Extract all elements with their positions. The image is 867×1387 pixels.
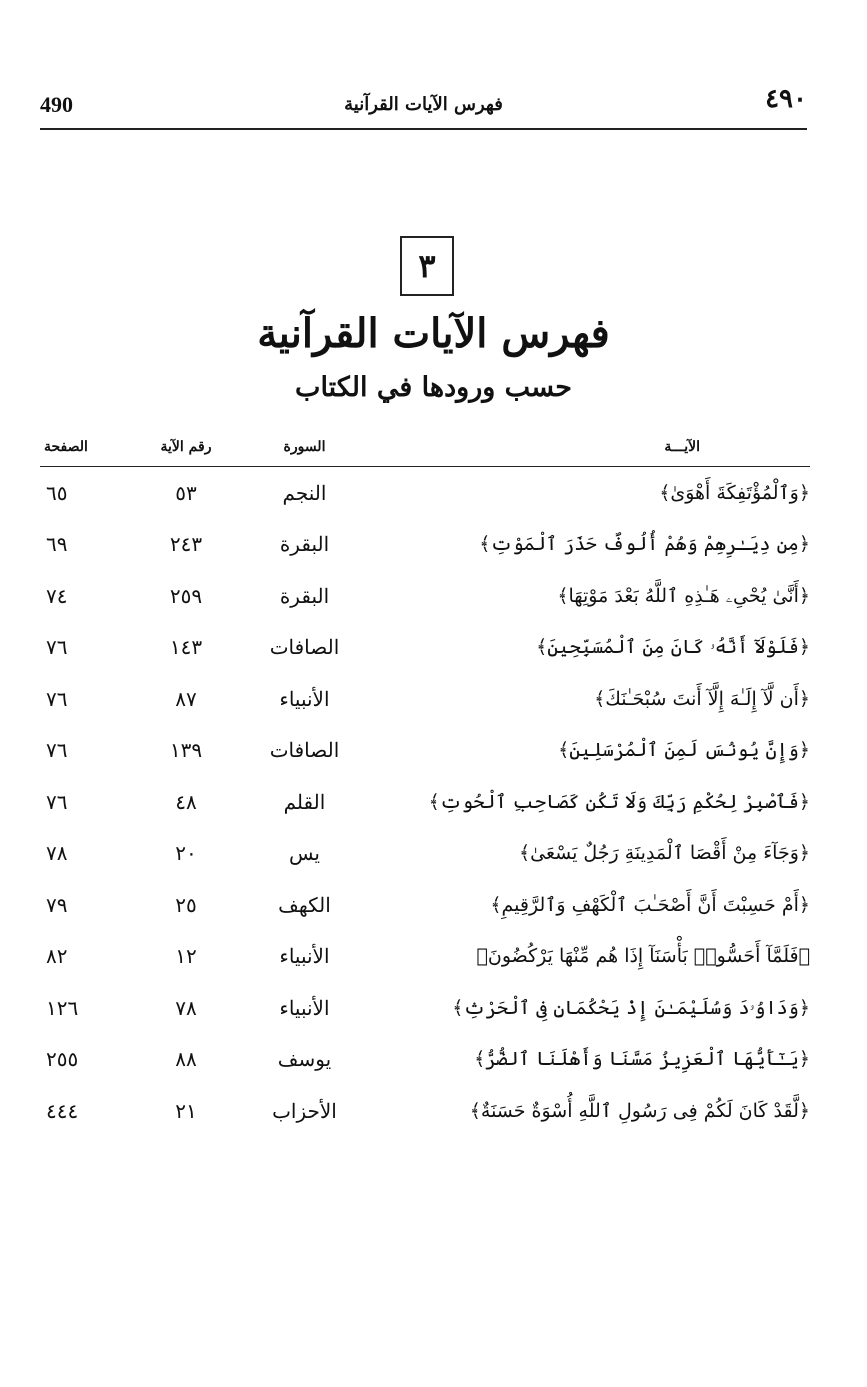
verse-text: ﴿مِن دِيَـٰرِهِمْ وَهُمْ أُلُوفٌ حَذَرَ ٱلْمَوْتِ﴾ <box>479 533 810 556</box>
page-ref: ٧٩ <box>46 892 68 917</box>
table-row <box>40 467 810 519</box>
page-number-arabic: ٤٩٠ <box>765 84 807 114</box>
verse-number: ١٢ <box>175 944 197 969</box>
header-divider <box>40 128 807 130</box>
verse-text: ﴿وَإِنَّ يُونُسَ لَمِنَ ٱلْمُرْسَلِينَ﴾ <box>558 739 810 762</box>
table-row <box>40 1034 810 1086</box>
running-title: فهرس الآيات القرآنية <box>344 94 503 115</box>
verse-number: ٤٨ <box>175 789 197 814</box>
verse-text: ﴿أَمْ حَسِبْتَ أَنَّ أَصْحَـٰبَ ٱلْكَهْفِ وَٱلرَّقِيمِ﴾ <box>490 893 810 916</box>
surah-name: الكهف <box>278 892 331 917</box>
table-row <box>40 982 810 1034</box>
verse-number: ١٣٩ <box>169 738 203 763</box>
page-number-latin: 490 <box>40 92 73 117</box>
verse-text: ﴿فَلَمَّآ أَحَسُّوا۟ بَأْسَنَآ إِذَا هُم مِّنْهَا يَرْكُضُونَ﴾ <box>476 945 810 968</box>
verse-number: ٥٣ <box>175 480 197 505</box>
table-row <box>40 519 810 571</box>
surah-name: الأنبياء <box>279 995 330 1020</box>
verse-index-table <box>40 428 810 1137</box>
table-row <box>40 1085 810 1137</box>
verse-number: ٢٥٩ <box>169 583 203 608</box>
page-ref: ٨٢ <box>46 944 68 969</box>
verse-text: ﴿وَجَآءَ مِنْ أَقْصَا ٱلْمَدِينَةِ رَجُلٌ يَسْعَىٰ﴾ <box>518 842 810 865</box>
verse-text: ﴿فَلَوْلَآ أَنَّهُۥ كَانَ مِنَ ٱلْمُسَبِّحِينَ﴾ <box>536 636 810 659</box>
page-ref: ٦٥ <box>46 480 68 505</box>
section-number-box: ٣ <box>400 236 454 296</box>
verse-number: ٢١ <box>175 1098 197 1123</box>
verse-number: ٢٠ <box>175 841 197 866</box>
table-row <box>40 776 810 828</box>
table-row <box>40 622 810 674</box>
surah-name: يوسف <box>277 1047 332 1072</box>
page-ref: ٧٤ <box>46 583 68 608</box>
verse-number: ٨٨ <box>175 1047 197 1072</box>
surah-name: الأنبياء <box>279 944 330 969</box>
verse-text: ﴿وَدَاوُۥدَ وَسُلَيْمَـٰنَ إِذْ يَحْكُمَانِ فِى ٱلْحَرْثِ﴾ <box>452 996 810 1019</box>
verse-number: ٧٨ <box>175 995 197 1020</box>
verse-number: ٢٥ <box>175 892 197 917</box>
verse-text: ﴿يَـٰٓأَيُّهَا ٱلْعَزِيزُ مَسَّنَا وَأَهْلَنَا ٱلضُّرُّ﴾ <box>474 1048 810 1071</box>
table-row <box>40 879 810 931</box>
header-page: الصفحة <box>40 428 135 467</box>
page-subtitle: حسب ورودها في الكتاب <box>295 372 572 403</box>
verse-text: ﴿وَٱلْمُؤْتَفِكَةَ أَهْوَىٰ﴾ <box>659 481 810 504</box>
verse-text: ﴿فَٱصْبِرْ لِحُكْمِ رَبِّكَ وَلَا تَكُن كَصَاحِبِ ٱلْحُوتِ﴾ <box>428 790 810 813</box>
verse-text: ﴿أَنَّىٰ يُحْىِۦ هَـٰذِهِ ٱللَّهُ بَعْدَ مَوْتِهَا﴾ <box>557 584 810 607</box>
surah-name: الصافات <box>269 635 340 660</box>
table-row <box>40 673 810 725</box>
verse-text: ﴿أَن لَّآ إِلَـٰهَ إِلَّآ أَنتَ سُبْحَـٰنَكَ﴾ <box>594 687 810 710</box>
surah-name: القلم <box>283 789 326 814</box>
header-verse-number: رقم الآية <box>135 428 238 467</box>
page-ref: ٢٥٥ <box>46 1047 79 1072</box>
table-row <box>40 828 810 880</box>
surah-name: الصافات <box>269 738 340 763</box>
surah-name: البقرة <box>279 583 330 608</box>
page-title: فهرس الآيات القرآنية <box>257 310 610 357</box>
page-ref: ٧٦ <box>46 635 68 660</box>
page-ref: ٧٨ <box>46 841 68 866</box>
surah-name: البقرة <box>279 532 330 557</box>
verse-number: ٨٧ <box>175 686 197 711</box>
page-ref: ١٢٦ <box>46 995 79 1020</box>
surah-name: يس <box>288 841 321 866</box>
verse-number: ١٤٣ <box>169 635 203 660</box>
page-ref: ٧٦ <box>46 789 68 814</box>
surah-name: النجم <box>282 480 327 505</box>
header-verse: الآيـــة <box>372 428 810 467</box>
page-header <box>40 84 807 128</box>
table-row <box>40 725 810 777</box>
page-ref: ٧٦ <box>46 686 68 711</box>
header-surah: السورة <box>237 428 371 467</box>
table-header-row <box>40 428 810 467</box>
verse-text: ﴿لَّقَدْ كَانَ لَكُمْ فِى رَسُولِ ٱللَّهِ أُسْوَةٌ حَسَنَةٌ﴾ <box>469 1099 810 1122</box>
verse-number: ٢٤٣ <box>169 532 203 557</box>
page-ref: ٤٤٤ <box>46 1098 79 1123</box>
surah-name: الأنبياء <box>279 686 330 711</box>
surah-name: الأحزاب <box>272 1098 337 1123</box>
page-ref: ٧٦ <box>46 738 68 763</box>
table-row <box>40 931 810 983</box>
table-row <box>40 570 810 622</box>
page-ref: ٦٩ <box>46 532 68 557</box>
